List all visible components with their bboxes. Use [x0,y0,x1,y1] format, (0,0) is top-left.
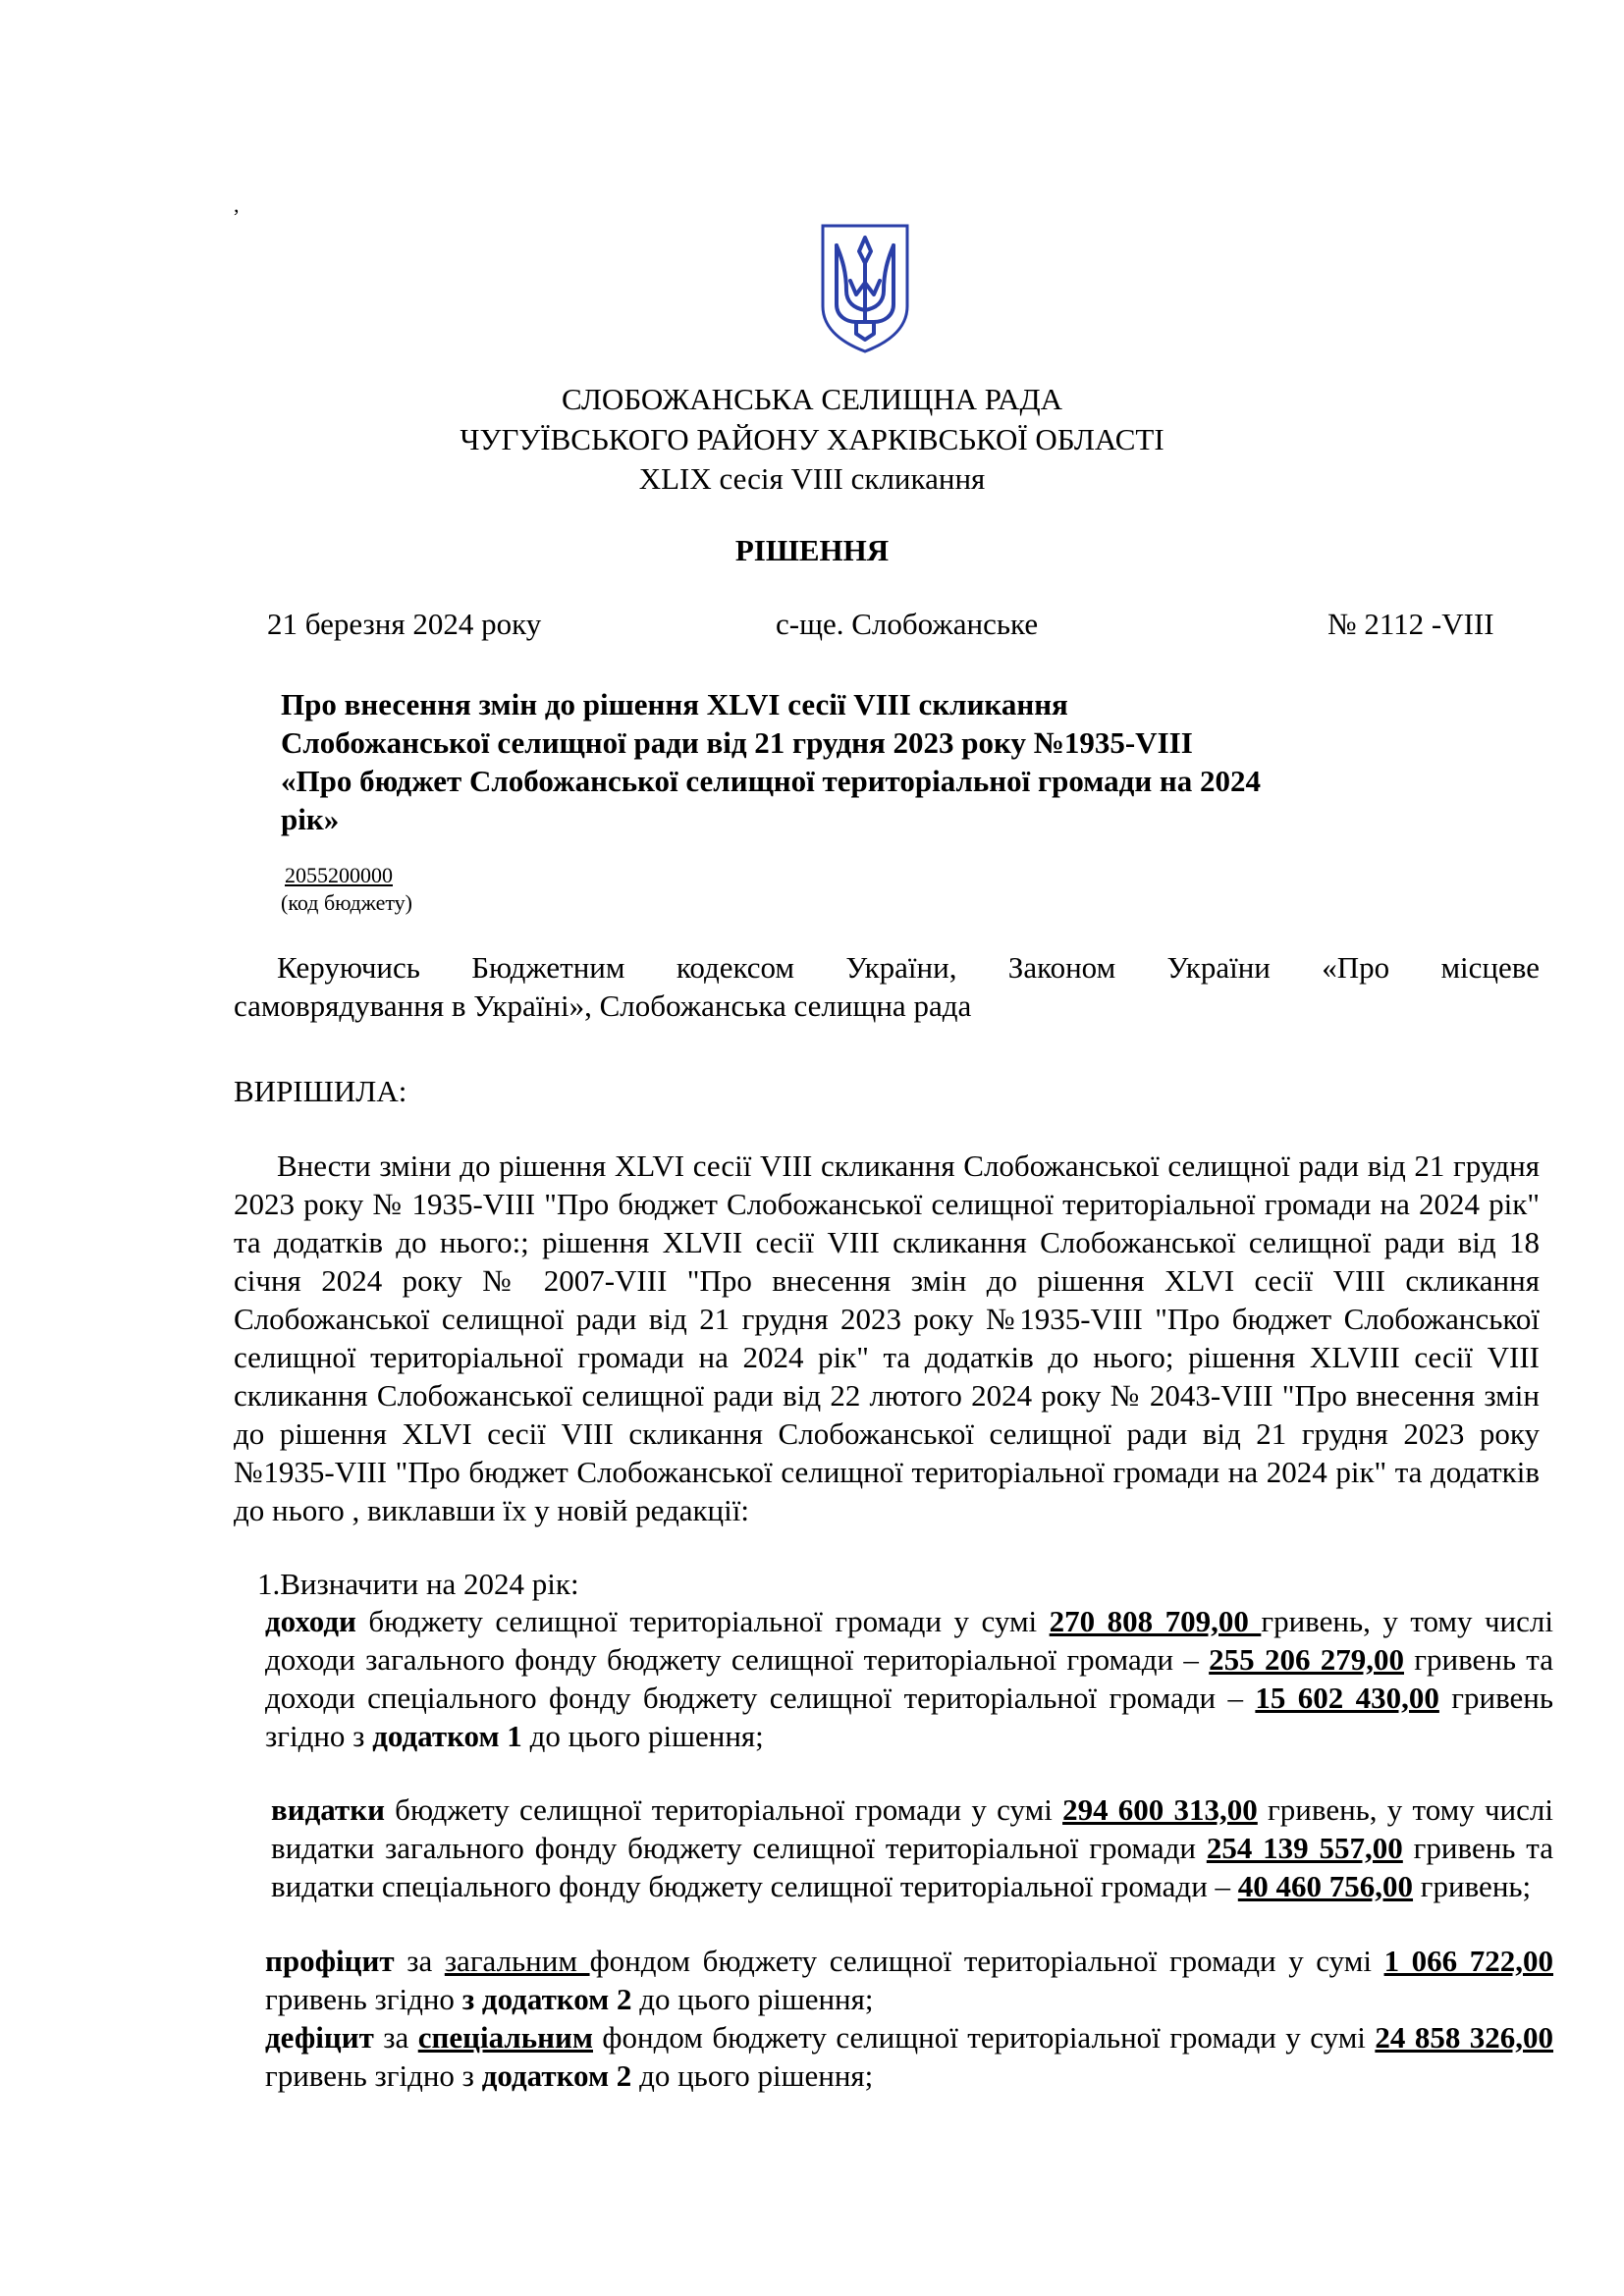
expenditures-text-2: гривень, у тому числі видатки загального фонду бюджету селищної територіальної громади [271,1792,1553,1865]
budget-code-caption: (код бюджету) [281,890,412,915]
revenues-text-4: гривень згідно з [265,1681,1554,1753]
district-name: ЧУГУЇВСЬКОГО РАЙОНУ ХАРКІВСЬКОЇ ОБЛАСТІ [460,422,1164,456]
surplus-amount: 1 066 722,00 [1383,1944,1553,1978]
revenues-text-3: гривень та доходи спеціального фонду бюджету селищної територіальної громади – [265,1642,1553,1715]
deficit-text-4: до цього рішення; [631,2058,874,2093]
revenues-text-1: бюджету селищної територіальної громади у сумі [355,1604,1050,1638]
preamble-line-2: самоврядування в Україні», Слобожанська селищна рада [234,988,972,1023]
deficit-text-3: гривень згідно з [265,2058,482,2093]
deficit-fund: спеціальним [417,2020,593,2055]
revenues-total: 270 808 709,00 [1049,1604,1262,1638]
decision-place: с-ще. Слобожанське [776,607,1039,641]
deficit-label: дефіцит [265,2020,374,2055]
preamble [234,948,1540,1025]
revenues-special-fund: 15 602 430,00 [1255,1681,1439,1715]
decision-date: 21 березня 2024 року [267,607,542,641]
session-line: XLIX сесія VIII скликання [638,461,986,496]
deficit-text-1: за [373,2020,418,2055]
deficit-text-2: фондом бюджету селищної територіальної громади у сумі [592,2020,1376,2055]
revenues-paragraph [265,1602,1553,1755]
surplus-fund: загальним [444,1944,590,1978]
document-title: РІШЕННЯ [734,533,890,567]
deficit-annex: додатком 2 [481,2058,632,2093]
revenues-text-2: гривень, у тому числі доходи загального фонду бюджету селищної територіальної громади – [265,1604,1553,1677]
expenditures-paragraph [271,1790,1553,1905]
budget-code-value: 2055200000 [285,863,393,887]
expenditures-text-4: гривень; [1413,1869,1532,1903]
revenues-annex: додатком 1 [372,1719,522,1753]
surplus-annex: з додатком 2 [461,1982,632,2016]
revenues-general-fund: 255 206 279,00 [1209,1642,1404,1677]
trident-coat-of-arms-icon [817,220,913,355]
decision-subject: Про внесення змін до рішення XLVI сесії VIII скликання Слобожанської селищної ради від 21 грудня 2023 року №1935-VIII «Про бюджет Слобожанської селищної територіальної громади на 2024 рік» [281,687,1262,836]
revenues-text-5: до цього рішення; [521,1719,764,1753]
expenditures-special-fund: 40 460 756,00 [1237,1869,1414,1903]
decision-number: № 2112 -VIII [1327,607,1494,641]
revenues-label: доходи [265,1604,356,1638]
surplus-text-4: до цього рішення; [631,1982,874,2016]
surplus-text-3: гривень згідно [265,1982,462,2016]
decided-heading: ВИРІШИЛА: [234,1074,407,1108]
surplus-text-1: за [394,1944,445,1978]
item1-heading: 1.Визначити на 2024 рік: [257,1567,579,1601]
surplus-label: профіцит [265,1944,395,1978]
expenditures-total: 294 600 313,00 [1062,1792,1258,1827]
budget-code [281,862,412,917]
expenditures-label: видатки [271,1792,385,1827]
page-mark: , [234,192,240,217]
deficit-paragraph [265,2018,1553,2095]
expenditures-general-fund: 254 139 557,00 [1206,1831,1403,1865]
surplus-paragraph [265,1942,1553,2018]
amendment-paragraph: Внести зміни до рішення XLVI сесії VIII скликання Слобожанської селищної ради від 21 грудня 2023 року № 1935-VIII "Про бюджет Слобожанської селищної територіальної громади на 2024 рік" та додатків до нього:; рішення XLVII сесії VIII скликання Слобожанської селищної ради від 18 січня 2024 року № 2007-VIII "Про внесення змін до рішення XLVI сесії VIII скликання Слобожанської селищної ради від 21 грудня 2023 року №1935-VIII "Про бюджет Слобожанської селищної територіальної громади на 2024 рік" та додатків до нього; рішення XLVIII сесії VIII скликання Слобожанської селищної ради від 22 лютого 2024 року № 2043-VIII "Про внесення змін до рішення XLVI сесії VIII скликання Слобожанської селищної ради від 21 грудня 2023 року №1935-VIII "Про бюджет Слобожанської селищної територіальної громади на 2024 рік" та додатків до нього , виклавши їх у новій редакції: [234,1148,1540,1527]
council-name: СЛОБОЖАНСЬКА СЕЛИЩНА РАДА [562,382,1062,416]
surplus-text-2: фондом бюджету селищної територіальної громади у сумі [589,1944,1384,1978]
expenditures-text-3: гривень та видатки спеціального фонду бюджету селищної територіальної громади – [271,1831,1553,1903]
preamble-line-1: Керуючись Бюджетним кодексом України, Законом України «Про місцеве [277,950,1540,985]
deficit-amount: 24 858 326,00 [1375,2020,1554,2055]
expenditures-text-1: бюджету селищної територіальної громади у сумі [384,1792,1063,1827]
